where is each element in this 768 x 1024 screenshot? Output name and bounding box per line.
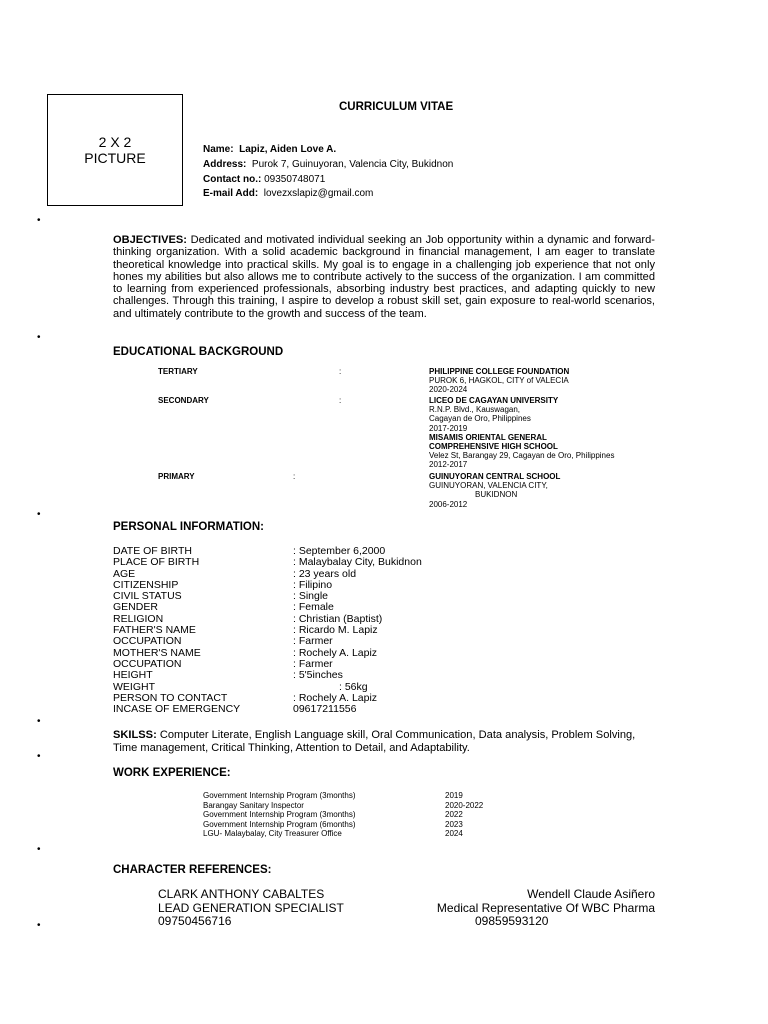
work-years — [445, 791, 483, 839]
secondary-school2-line1: MISAMIS ORIENTAL GENERAL — [429, 432, 547, 442]
email-label: E-mail Add: — [203, 188, 259, 199]
secondary-address-line2: Cagayan de Oro, Philippines — [429, 414, 531, 424]
photo-placeholder — [47, 94, 183, 206]
objectives-text: Dedicated and motivated individual seeking an Job opportunity within a dynamic and forward-thinking organization. With a solid academic background in financial management, I am eager to translate theoretical knowledge into practical skills. My goal is to engage in a challenging job experience that not only hones my abilities but also allows me to contribute actively to the success of the organization. I am committed to learning from experienced professionals, absorbing industry best practices, and adapting quickly to new challenges. Through this training, I aspire to develop a robust skill set, gain exposure to real-world scenarios, and ultimately contribute to the growth and success of the team. — [113, 234, 655, 320]
work-title: Barangay Sanitary Inspector — [203, 800, 304, 810]
name-value: Lapiz, Aiden Love A. — [239, 144, 337, 155]
secondary-school2-address: Velez St, Barangay 29, Cagayan de Oro, Philippines — [429, 451, 615, 461]
photo-picture-label: PICTURE — [84, 150, 146, 166]
work-title: Government Internship Program (6months) — [203, 819, 356, 829]
objectives-label: OBJECTIVES: — [113, 234, 187, 246]
work-title: Government Internship Program (3months) — [203, 810, 356, 820]
work-year: 2023 — [445, 819, 463, 829]
personal-label: CIVIL STATUS — [113, 590, 182, 603]
reference-name: Wendell Claude Asiñero — [527, 887, 655, 901]
contact-value: 09350748071 — [264, 174, 326, 185]
tertiary-colon: : — [339, 367, 342, 376]
personal-label: MOTHER'S NAME — [113, 646, 201, 659]
photo-size-label: 2 X 2 — [98, 134, 132, 150]
margin-bullet: • — [37, 716, 41, 727]
secondary-school2-line2: COMPREHENSIVE HIGH SCHOOL — [429, 442, 558, 452]
margin-bullet: • — [37, 215, 41, 226]
personal-value: : 5'5inches — [293, 669, 343, 682]
secondary-address-line1: R.N.P. Blvd., Kauswagan, — [429, 405, 521, 415]
tertiary-years: 2020-2024 — [429, 385, 468, 395]
document-title: CURRICULUM VITAE — [339, 101, 454, 113]
secondary-years: 2017-2019 — [429, 423, 468, 433]
skills-label: SKILSS: — [113, 729, 157, 741]
personal-label: DATE OF BIRTH — [113, 545, 192, 557]
email-value: lovezxslapiz@gmail.com — [263, 188, 374, 199]
skills-text: Computer Literate, English Language skill, Oral Communication, Data analysis, Problem Solving, Time management, Critical Thinking, Attention to Detail, and Adaptability. — [113, 729, 636, 754]
primary-school: GUINUYORAN CENTRAL SCHOOL — [429, 472, 561, 481]
education-heading: EDUCATIONAL BACKGROUND — [113, 346, 284, 358]
reference-phone: 09859593120 — [475, 914, 549, 928]
personal-label: WEIGHT — [113, 680, 155, 693]
personal-value: : Ricardo M. Lapiz — [293, 624, 378, 637]
contact-line — [203, 172, 325, 187]
tertiary-school: PHILIPPINE COLLEGE FOUNDATION — [429, 367, 570, 376]
secondary-label: SECONDARY — [158, 396, 209, 405]
personal-values — [293, 546, 422, 715]
skills-section — [113, 729, 653, 754]
margin-bullet: • — [37, 844, 41, 855]
work-year: 2020-2022 — [445, 800, 484, 810]
personal-value: : Rochely A. Lapiz — [293, 646, 378, 659]
work-year: 2019 — [445, 791, 463, 800]
personal-label: AGE — [113, 567, 136, 580]
secondary-school2-years: 2012-2017 — [429, 460, 468, 470]
address-value: Purok 7, Guinuyoran, Valencia City, Bukidnon — [251, 159, 454, 170]
primary-details — [429, 472, 560, 509]
personal-value: : Single — [293, 590, 329, 603]
work-heading: WORK EXPERIENCE: — [113, 767, 231, 779]
personal-label: PERSON TO CONTACT — [113, 691, 228, 704]
personal-label: INCASE OF EMERGENCY — [113, 703, 241, 716]
primary-colon: : — [293, 472, 296, 481]
margin-bullet: • — [37, 751, 41, 762]
personal-label: CITIZENSHIP — [113, 578, 179, 591]
reference-phone: 09750456716 — [158, 914, 232, 928]
work-titles — [203, 791, 356, 839]
references-heading: CHARACTER REFERENCES: — [113, 864, 272, 876]
name-line — [203, 142, 336, 157]
personal-value: : Malaybalay City, Bukidnon — [293, 556, 422, 569]
reference-role: Medical Representative Of WBC Pharma — [436, 900, 655, 915]
margin-bullet: • — [37, 509, 41, 520]
margin-bullet: • — [37, 332, 41, 343]
address-label: Address: — [203, 159, 247, 170]
personal-value: : 23 years old — [293, 567, 357, 580]
personal-value: : Christian (Baptist) — [293, 612, 383, 625]
tertiary-details — [429, 367, 569, 395]
tertiary-label: TERTIARY — [158, 367, 198, 376]
contact-label: Contact no.: — [203, 174, 262, 185]
reference-1 — [158, 888, 344, 929]
personal-value: : Farmer — [293, 635, 333, 648]
personal-value: : Farmer — [293, 657, 333, 670]
personal-label: OCCUPATION — [113, 635, 182, 648]
personal-label: GENDER — [113, 601, 158, 614]
personal-label: HEIGHT — [113, 669, 153, 682]
primary-years: 2006-2012 — [429, 499, 468, 509]
personal-label: FATHER'S NAME — [113, 624, 196, 637]
secondary-school: LICEO DE CAGAYAN UNIVERSITY — [429, 396, 559, 405]
work-title: LGU- Malaybalay, City Treasurer Office — [203, 829, 342, 839]
reference-role: LEAD GENERATION SPECIALIST — [158, 900, 344, 915]
personal-label: OCCUPATION — [113, 657, 182, 670]
personal-label: PLACE OF BIRTH — [113, 556, 200, 569]
name-label: Name: — [203, 144, 234, 155]
reference-name: CLARK ANTHONY CABALTES — [158, 887, 325, 901]
address-line — [203, 157, 453, 172]
primary-address-line1: GUINUYORAN, VALENCIA CITY, — [429, 481, 548, 491]
secondary-colon: : — [339, 396, 342, 405]
tertiary-address: PUROK 6, HAGKOL, CITY of VALECIA — [429, 376, 569, 386]
work-title: Government Internship Program (3months) — [203, 791, 356, 800]
personal-value: : Female — [293, 601, 334, 614]
personal-labels — [113, 546, 240, 715]
primary-label: PRIMARY — [158, 472, 195, 481]
email-line — [203, 186, 373, 201]
primary-address-line2: BUKIDNON — [475, 490, 518, 500]
personal-value: : 56kg — [339, 680, 368, 693]
personal-value: : September 6,2000 — [293, 545, 386, 557]
margin-bullet: • — [37, 920, 41, 931]
personal-heading: PERSONAL INFORMATION: — [113, 521, 264, 533]
secondary-details — [429, 396, 614, 470]
personal-value: 09617211556 — [293, 703, 357, 716]
personal-value: : Filipino — [293, 578, 333, 591]
personal-value: : Rochely A. Lapiz — [293, 691, 378, 704]
objectives-section — [113, 234, 655, 320]
work-year: 2022 — [445, 810, 463, 820]
work-year: 2024 — [445, 829, 463, 839]
reference-2 — [425, 888, 655, 929]
personal-label: RELIGION — [113, 612, 164, 625]
